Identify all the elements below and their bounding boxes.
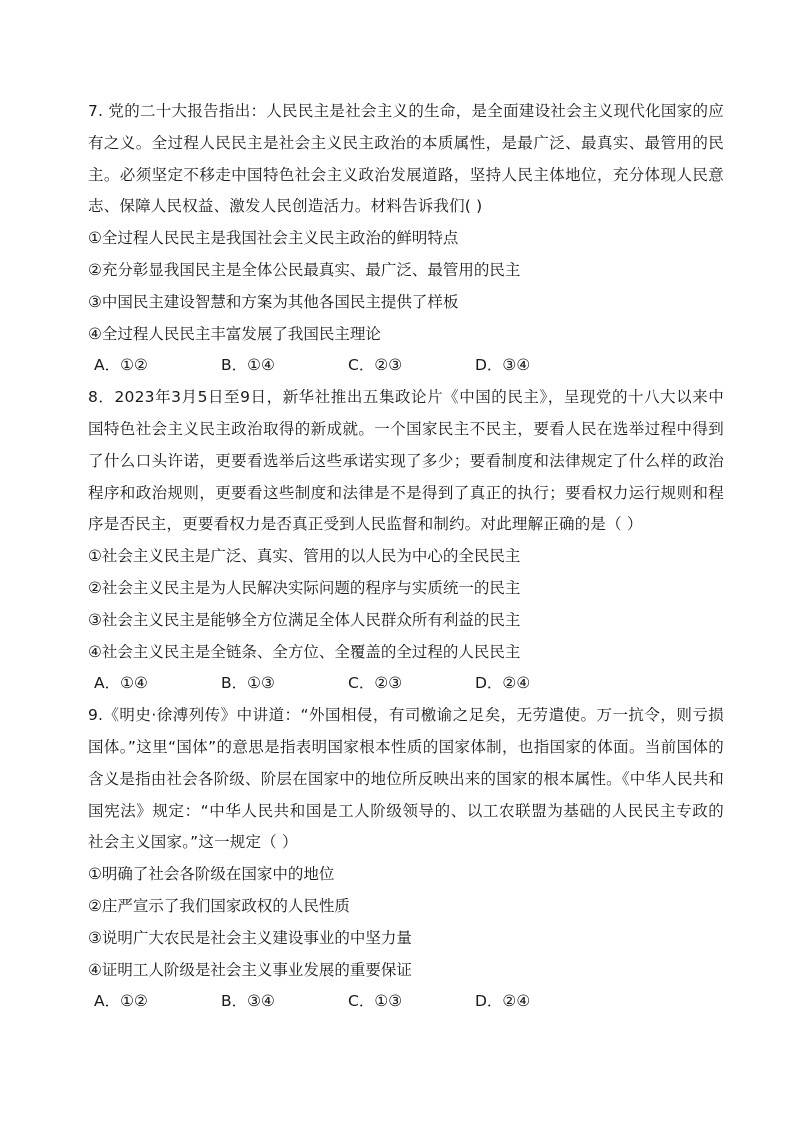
- option-b[interactable]: B．③④: [221, 992, 275, 1011]
- statement-3: ③说明广大农民是社会主义建设事业的中坚力量: [88, 928, 412, 947]
- option-d[interactable]: D．③④: [475, 356, 531, 375]
- answer-options: [88, 350, 724, 382]
- option-d[interactable]: D．②④: [475, 992, 531, 1011]
- option-b[interactable]: B．①④: [221, 356, 275, 375]
- statement-4: ④全过程人民民主丰富发展了我国民主理论: [88, 324, 381, 343]
- question-stem: 7. 党的二十大报告指出：人民民主是社会主义的生命，是全面建设社会主义现代化国家的应有之义。全过程人民民主是社会主义民主政治的本质属性，是最广泛、最真实、最管用的民主。必须坚定不移走中国特色社会主义政治发展道路，坚持人民主体地位，充分体现人民意志、保障人民权益、激发人民创造活力。材料告诉我们( ): [88, 102, 724, 216]
- option-c[interactable]: C．②③: [348, 674, 403, 693]
- exam-page: [88, 96, 724, 1018]
- question-stem: 9.《明史·徐溥列传》中讲道：“外国相侵，有司檄谕之足矣，无劳遣使。万一抗令，则亏损国体。”这里“国体”的意思是指表明国家根本性质的国家体制，也指国家的体面。当前国体的含义是指由社会各阶级、阶层在国家中的地位所反映出来的国家的根本属性。《中华人民共和国宪法》规定：“中华人民共和国是工人阶级领导的、以工农联盟为基础的人民民主专政的社会主义国家。”这一规定（ ）: [88, 706, 724, 852]
- option-d[interactable]: D．②④: [475, 674, 531, 693]
- question-7: [88, 96, 724, 382]
- statement-2: ②社会主义民主是为人民解决实际问题的程序与实质统一的民主: [88, 578, 521, 597]
- statement-1: ①社会主义民主是广泛、真实、管用的以人民为中心的全民民主: [88, 547, 521, 566]
- statement-2: ②充分彰显我国民主是全体公民最真实、最广泛、最管用的民主: [88, 260, 521, 279]
- statement-1: ①全过程人民民主是我国社会主义民主政治的鲜明特点: [88, 229, 459, 248]
- question-stem: 8．2023年3月5日至9日，新华社推出五集政论片《中国的民主》，呈现党的十八大以来中国特色社会主义民主政治取得的新成就。一个国家民主不民主，要看人民在选举过程中得到了什么口头许诺，更要看选举后这些承诺实现了多少；要看制度和法律规定了什么样的政治程序和政治规则，更要看这些制度和法律是不是得到了真正的执行；要看权力运行规则和程序是否民主，更要看权力是否真正受到人民监督和制约。对此理解正确的是（ ）: [88, 388, 724, 534]
- option-c[interactable]: C．①③: [348, 992, 403, 1011]
- statement-1: ①明确了社会各阶级在国家中的地位: [88, 865, 335, 884]
- option-a[interactable]: A．①②: [94, 356, 148, 375]
- statement-2: ②庄严宣示了我们国家政权的人民性质: [88, 896, 350, 915]
- statement-4: ④证明工人阶级是社会主义事业发展的重要保证: [88, 960, 412, 979]
- option-c[interactable]: C．②③: [348, 356, 403, 375]
- option-b[interactable]: B．①③: [221, 674, 275, 693]
- option-a[interactable]: A．①②: [94, 992, 148, 1011]
- statement-4: ④社会主义民主是全链条、全方位、全覆盖的全过程的人民民主: [88, 642, 521, 661]
- question-9: [88, 700, 724, 1018]
- option-a[interactable]: A．①④: [94, 674, 148, 693]
- answer-options: [88, 668, 724, 700]
- statement-3: ③社会主义民主是能够全方位满足全体人民群众所有利益的民主: [88, 610, 521, 629]
- question-8: [88, 382, 724, 700]
- statement-3: ③中国民主建设智慧和方案为其他各国民主提供了样板: [88, 292, 459, 311]
- answer-options: [88, 986, 724, 1018]
